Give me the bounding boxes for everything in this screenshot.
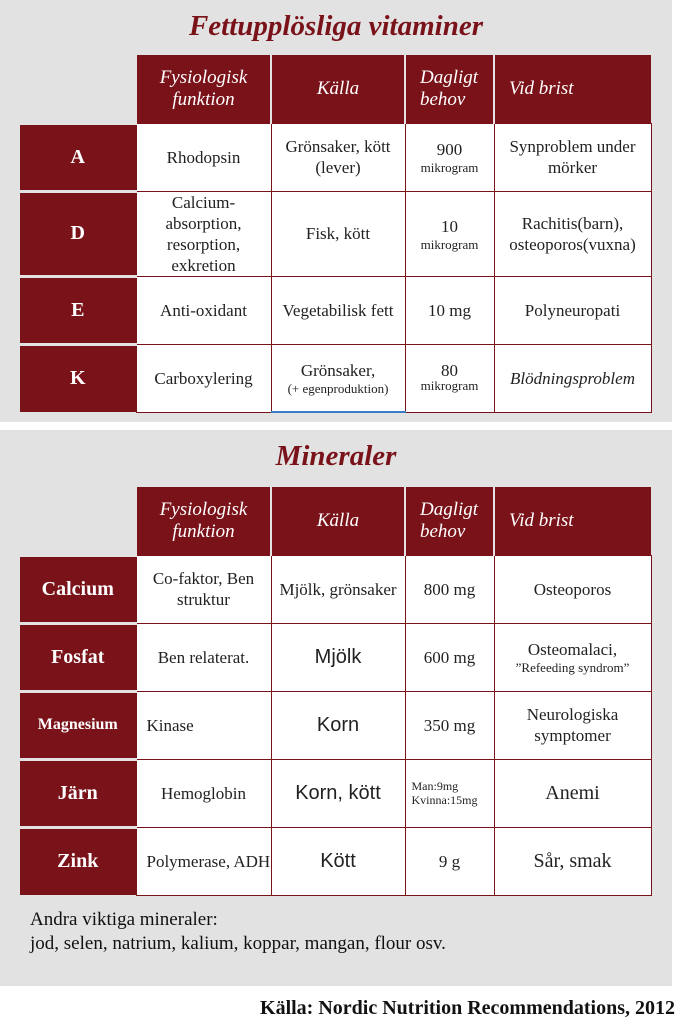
header-daily-need: Dagligt behov (405, 55, 494, 123)
need-woman: Kvinna:15mg (411, 793, 478, 807)
row-header-mineral: Magnesium (20, 691, 136, 759)
cell-need: 600 mg (405, 623, 494, 691)
minerals-table (20, 487, 652, 896)
cell-source: Vegetabilisk fett (271, 276, 405, 344)
table-row (20, 691, 651, 759)
cell-function: Polymerase, ADH (136, 827, 271, 895)
cell-source: Korn (271, 691, 405, 759)
cell-need (405, 759, 494, 827)
need-unit: mikrogram (420, 236, 479, 252)
source-note: (+ egenproduktion) (287, 380, 389, 396)
cell-need (405, 344, 494, 412)
cell-deficiency: Synproblem under mörker (494, 123, 651, 191)
cell-function: Carboxylering (136, 344, 271, 412)
cell-source: Kött (271, 827, 405, 895)
cell-need: 800 mg (405, 555, 494, 623)
header-corner (20, 487, 136, 555)
cell-deficiency: Neurologiska symptomer (494, 691, 651, 759)
table-row (20, 555, 651, 623)
header-source: Källa (271, 487, 405, 555)
row-header-mineral: Calcium (20, 555, 136, 623)
cell-need: 9 g (405, 827, 494, 895)
cell-function: Kinase (136, 691, 271, 759)
need-value: 80 (441, 360, 458, 380)
need-value: 900 (436, 140, 463, 159)
deficiency-note: ”Refeeding syndrom” (515, 660, 630, 675)
table-row (20, 827, 651, 895)
cell-deficiency: Anemi (494, 759, 651, 827)
vitamins-table (20, 55, 652, 413)
cell-function: Calcium-absorption, resorption, exkretion (136, 191, 271, 276)
need-value: 10 mg (428, 300, 471, 320)
source-citation: Källa: Nordic Nutrition Recommendations, 2012 (260, 997, 675, 1019)
cell-need (405, 123, 494, 191)
row-header-mineral: Fosfat (20, 623, 136, 691)
need-man: Man:9mg (411, 779, 459, 793)
header-deficiency: Vid brist (494, 55, 651, 123)
cell-need (405, 276, 494, 344)
deficiency-text: Osteomalaci, (527, 640, 618, 659)
header-function: Fysiologisk funktion (136, 55, 271, 123)
need-unit: mikrogram (420, 377, 479, 393)
table-row (20, 344, 651, 412)
cell-deficiency: Sår, smak (494, 827, 651, 895)
header-deficiency: Vid brist (494, 487, 651, 555)
row-header-mineral: Zink (20, 827, 136, 895)
table-row (20, 759, 651, 827)
table-row (20, 276, 651, 344)
minerals-title: Mineraler (275, 440, 397, 472)
cell-source: Korn, kött (271, 759, 405, 827)
table-row (20, 623, 651, 691)
cell-source: Grönsaker, kött (lever) (271, 123, 405, 191)
cell-function: Rhodopsin (136, 123, 271, 191)
cell-need: 350 mg (405, 691, 494, 759)
row-header-mineral: Järn (20, 759, 136, 827)
row-header-vitamin: D (20, 191, 136, 276)
minerals-header-row (20, 487, 651, 555)
need-value: 10 (441, 216, 458, 236)
cell-source: Mjölk, grönsaker (271, 555, 405, 623)
cell-source (271, 344, 405, 412)
cell-deficiency: Rachitis(barn), osteoporos(vuxna) (494, 191, 651, 276)
row-header-vitamin: A (20, 123, 136, 191)
row-header-vitamin: E (20, 276, 136, 344)
cell-function: Ben relaterat. (136, 623, 271, 691)
cell-function: Co-faktor, Ben struktur (136, 555, 271, 623)
cell-need (405, 191, 494, 276)
vitamins-header-row (20, 55, 651, 123)
need-unit: mikrogram (420, 160, 479, 175)
header-source: Källa (271, 55, 405, 123)
other-minerals-heading: Andra viktiga mineraler: (30, 909, 218, 930)
vitamins-title: Fettupplösliga vitaminer (188, 10, 484, 42)
cell-deficiency: Polyneuropati (494, 276, 651, 344)
vitamins-panel (0, 0, 672, 422)
other-minerals (30, 908, 446, 956)
table-row (20, 123, 651, 191)
minerals-panel (0, 430, 672, 986)
header-corner (20, 55, 136, 123)
cell-deficiency (494, 623, 651, 691)
cell-function: Hemoglobin (136, 759, 271, 827)
header-function: Fysiologisk funktion (136, 487, 271, 555)
cell-source: Mjölk (271, 623, 405, 691)
cell-source: Fisk, kött (271, 191, 405, 276)
cell-deficiency: Osteoporos (494, 555, 651, 623)
table-row (20, 191, 651, 276)
other-minerals-list: jod, selen, natrium, kalium, koppar, mangan, flour osv. (30, 933, 446, 954)
source-text: Grönsaker, (300, 360, 376, 380)
row-header-vitamin: K (20, 344, 136, 412)
cell-deficiency: Blödningsproblem (494, 344, 651, 412)
cell-function: Anti-oxidant (136, 276, 271, 344)
header-daily-need: Dagligt behov (405, 487, 494, 555)
